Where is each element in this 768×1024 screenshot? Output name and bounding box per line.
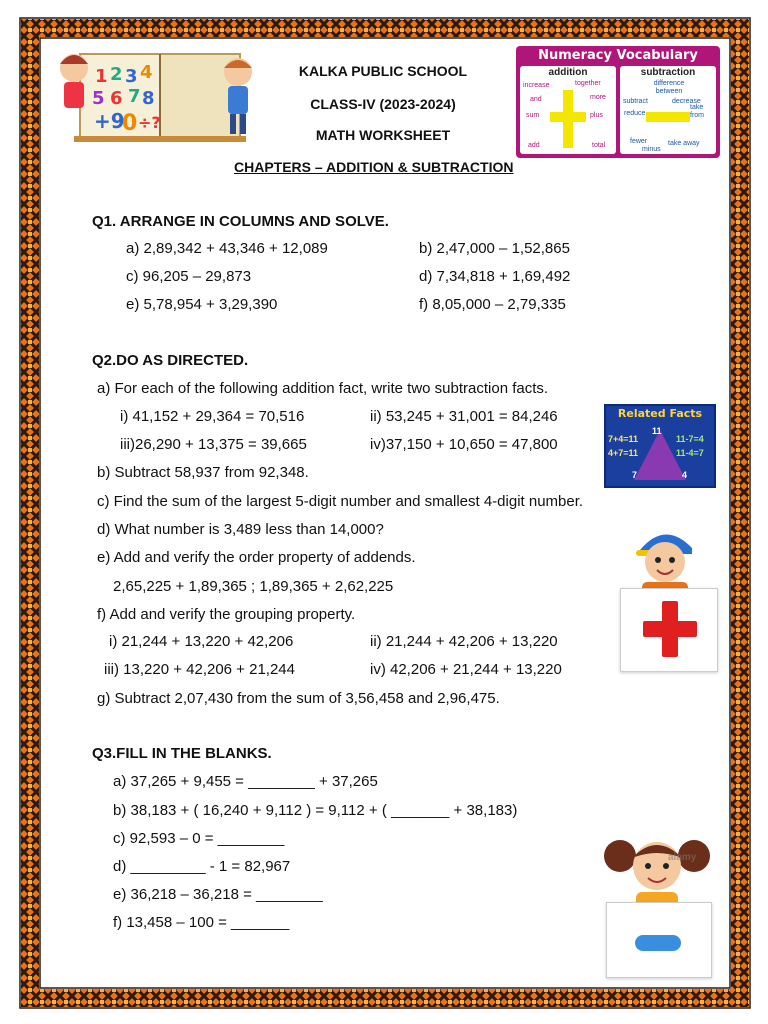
vocab-title: Numeracy Vocabulary	[538, 48, 698, 63]
q3-heading: Q3.FILL IN THE BLANKS.	[92, 745, 272, 762]
vocab-add-word: together	[575, 80, 601, 87]
vocab-sub-word: minus	[642, 146, 661, 153]
vocab-sub-word: fewer	[630, 138, 648, 145]
plus-sign-card	[620, 588, 718, 672]
boy-plus-sign-illustration	[616, 524, 716, 670]
svg-text:+9: +9	[94, 109, 125, 133]
q2-f-item: iv) 42,206 + 21,244 + 13,220	[370, 661, 562, 678]
svg-text:8: 8	[142, 88, 155, 109]
q2-a-item: ii) 53,245 + 31,001 = 84,246	[370, 408, 558, 425]
svg-text:1: 1	[95, 66, 108, 87]
vocab-sub-word: decrease	[672, 98, 701, 105]
q2-f: f) Add and verify the grouping property.	[97, 606, 356, 623]
q3-item-b: b) 38,183 + ( 16,240 + 9,112 ) = 9,112 + ( _______ + 38,183)	[113, 802, 518, 819]
school-name: KALKA PUBLIC SCHOOL	[298, 63, 468, 79]
svg-text:7: 7	[128, 86, 141, 107]
fact-right-bottom: 11-4=7	[676, 448, 704, 458]
svg-text:2: 2	[110, 64, 123, 85]
q2-heading: Q2.DO AS DIRECTED.	[92, 352, 249, 369]
fact-left-bottom: 4+7=11	[608, 448, 639, 458]
vocab-add-word: increase	[523, 82, 550, 89]
q3-item-a: a) 37,265 + 9,455 = ________ + 37,265	[113, 773, 378, 790]
vocab-sub-word: take from	[690, 104, 704, 119]
q2-d: d) What number is 3,489 less than 14,000?	[97, 521, 384, 538]
blue-minus-icon	[635, 935, 681, 951]
vocab-subtraction-label: subtraction	[640, 67, 696, 78]
vocab-add-word: plus	[590, 112, 603, 119]
svg-text:÷?: ÷?	[138, 113, 161, 132]
svg-text:3: 3	[125, 66, 138, 87]
q1-item-b: b) 2,47,000 – 1,52,865	[419, 240, 570, 257]
q2-c: c) Find the sum of the largest 5-digit number and smallest 4-digit number.	[97, 493, 584, 510]
q2-a: a) For each of the following addition fact, write two subtraction facts.	[97, 380, 549, 397]
vocab-add-word: total	[592, 142, 606, 149]
vocab-add-word: add	[528, 142, 540, 149]
svg-text:0: 0	[122, 111, 138, 136]
q3-item-c: c) 92,593 – 0 = ________	[113, 830, 285, 847]
girl-icon	[602, 826, 712, 910]
q2-a-item: iv)37,150 + 10,650 = 47,800	[370, 436, 558, 453]
q2-b: b) Subtract 58,937 from 92,348.	[97, 464, 309, 481]
vocab-sub-word: subtract	[623, 98, 648, 105]
vocab-add-word: and	[530, 96, 542, 103]
related-facts-graphic	[604, 404, 716, 488]
fact-left-top: 7+4=11	[608, 434, 639, 444]
q1-item-c: c) 96,205 – 29,873	[126, 268, 252, 285]
girl-minus-sign-illustration	[598, 826, 716, 976]
q1-item-f: f) 8,05,000 – 2,79,335	[419, 296, 566, 313]
vocab-sub-word: difference between	[653, 80, 685, 95]
vocab-sub-word: reduce	[624, 110, 646, 117]
vocab-add-word: more	[590, 94, 606, 101]
worksheet-title: MATH WORKSHEET	[315, 127, 451, 143]
q2-a-item: iii)26,290 + 13,375 = 39,665	[120, 436, 307, 453]
minus-sign-icon	[646, 112, 690, 122]
fact-top-number: 11	[652, 426, 662, 436]
plus-sign-icon	[550, 90, 586, 148]
q2-f-item: iii) 13,220 + 42,206 + 21,244	[104, 661, 295, 678]
q1-heading: Q1. ARRANGE IN COLUMNS AND SOLVE.	[92, 213, 389, 230]
vocab-subtraction-panel	[620, 66, 716, 154]
svg-text:4: 4	[140, 62, 153, 83]
q2-e-line: 2,65,225 + 1,89,365 ; 1,89,365 + 2,62,225	[113, 578, 394, 595]
chapters-title: CHAPTERS – ADDITION & SUBTRACTION	[234, 159, 514, 175]
q3-item-f: f) 13,458 – 100 = _______	[113, 914, 290, 931]
q1-item-a: a) 2,89,342 + 43,346 + 12,089	[126, 240, 328, 257]
numeracy-vocabulary-graphic	[516, 46, 720, 158]
minus-sign-card	[606, 902, 712, 978]
fact-right-top: 11-7=4	[676, 434, 704, 444]
alamy-watermark: alamy	[668, 852, 697, 863]
red-plus-icon	[643, 601, 697, 657]
vocab-addition-label: addition	[548, 67, 588, 78]
q2-f-item: ii) 21,244 + 42,206 + 13,220	[370, 633, 558, 650]
q1-item-e: e) 5,78,954 + 3,29,390	[126, 296, 278, 313]
q2-f-item: i) 21,244 + 13,220 + 42,206	[109, 633, 294, 650]
q2-e: e) Add and verify the order property of addends.	[97, 549, 416, 566]
q2-g: g) Subtract 2,07,430 from the sum of 3,56,458 and 2,96,475.	[97, 690, 500, 707]
svg-text:6: 6	[110, 88, 123, 109]
q1-item-d: d) 7,34,818 + 1,69,492	[419, 268, 571, 285]
svg-text:5: 5	[92, 88, 105, 109]
fact-right-number: 4	[682, 470, 688, 480]
boy-icon	[632, 524, 698, 596]
class-year: CLASS-IV (2023-2024)	[310, 96, 456, 112]
related-facts-title: Related Facts	[617, 407, 703, 420]
fact-left-number: 7	[632, 470, 638, 480]
book-numbers-illustration	[50, 44, 260, 144]
vocab-add-word: sum	[526, 112, 540, 119]
q3-item-e: e) 36,218 – 36,218 = ________	[113, 886, 323, 903]
q2-a-item: i) 41,152 + 29,364 = 70,516	[120, 408, 305, 425]
vocab-addition-panel	[520, 66, 616, 154]
q3-item-d: d) _________ - 1 = 82,967	[113, 858, 291, 875]
vocab-sub-word: take away	[668, 140, 700, 147]
